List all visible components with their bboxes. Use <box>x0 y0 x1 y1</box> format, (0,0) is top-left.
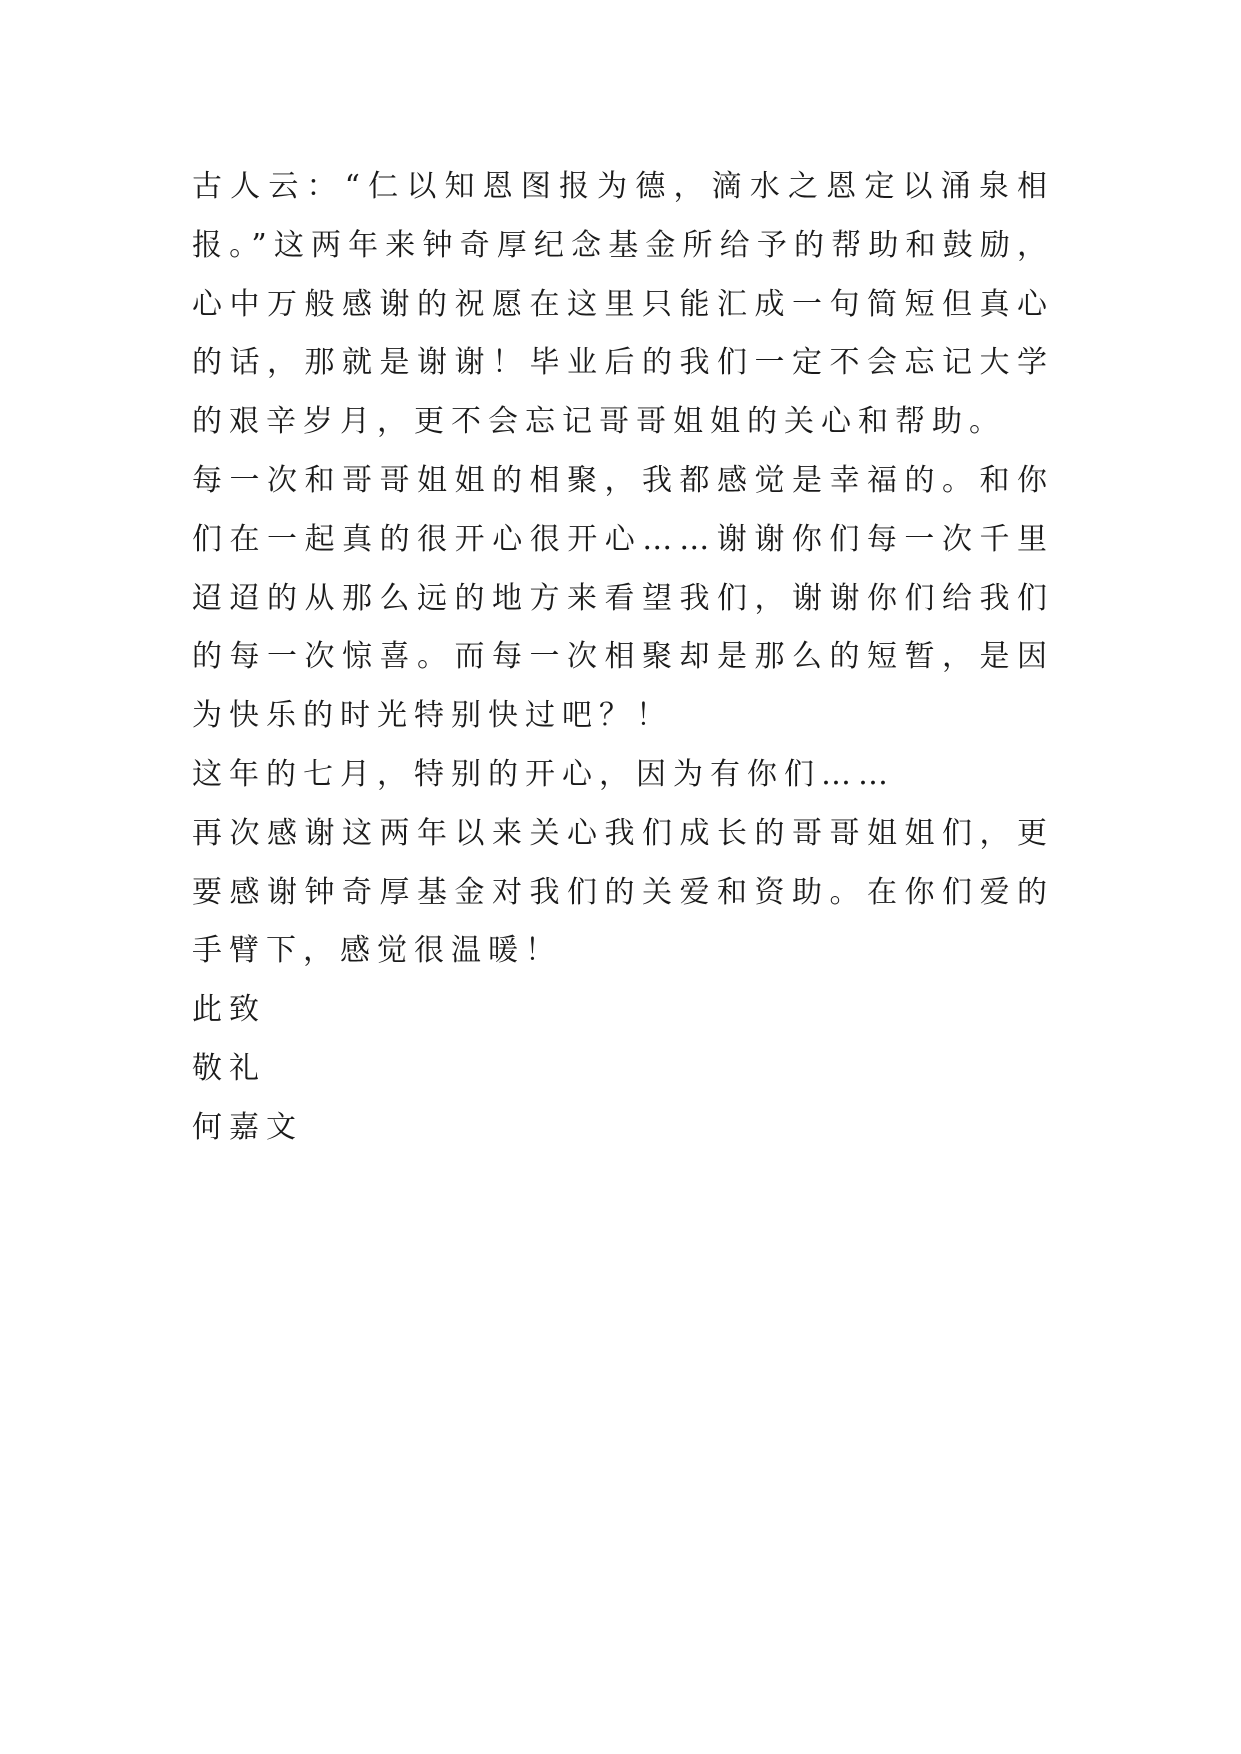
closing-salutation: 此致 <box>192 992 266 1028</box>
closing-regards: 敬礼 <box>192 1050 266 1086</box>
signature: 何嘉文 <box>192 1109 303 1145</box>
paragraph-thanks-again: 再次感谢这两年以来关心我们成长的哥哥姐姐们，更要感谢钟奇厚基金对我们的关爱和资助。在你们爱的手臂下，感觉很温暖！ <box>192 815 1054 969</box>
letter-body <box>192 158 1054 1158</box>
paragraph-gatherings: 每一次和哥哥姐姐的相聚，我都感觉是幸福的。和你们在一起真的很开心很开心……谢谢你们每一次千里迢迢的从那么远的地方来看望我们，谢谢你们给我们的每一次惊喜。而每一次相聚却是那么的短暂，是因为快乐的时光特别快过吧？！ <box>192 462 1054 734</box>
paragraph-july: 这年的七月，特别的开心，因为有你们…… <box>192 756 895 792</box>
paragraph-gratitude: 古人云：“仁以知恩图报为德，滴水之恩定以涌泉相报。”这两年来钟奇厚纪念基金所给予的帮助和鼓励，心中万般感谢的祝愿在这里只能汇成一句简短但真心的话，那就是谢谢！毕业后的我们一定不会忘记大学的艰辛岁月，更不会忘记哥哥姐姐的关心和帮助。 <box>192 169 1054 440</box>
